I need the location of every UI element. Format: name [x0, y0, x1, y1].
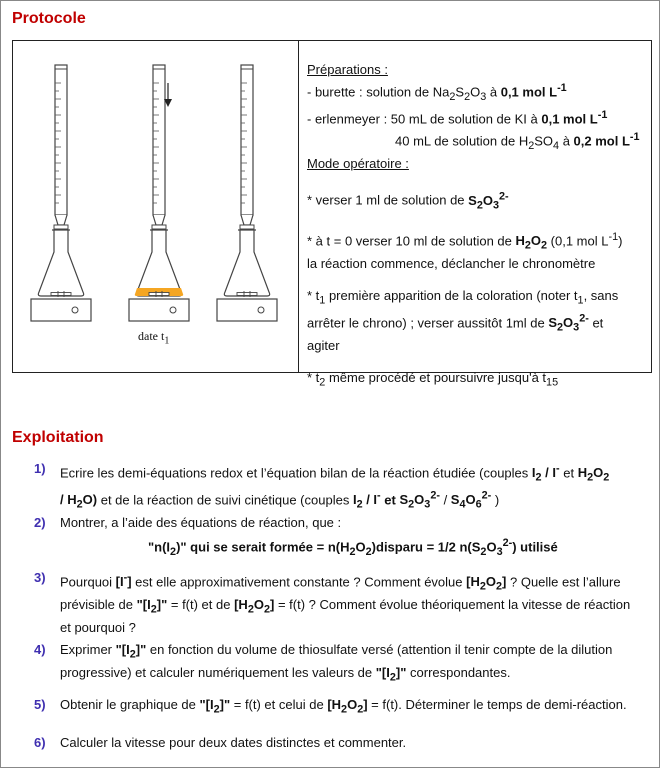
q6-line-1: Calculer la vitesse pour deux dates distinctes et commenter. [60, 735, 407, 750]
exploitation-title: Exploitation [12, 429, 104, 446]
step-3-line-3: agiter [307, 337, 340, 353]
flask-1 [38, 230, 83, 296]
mode-title: Mode opératoire : [307, 156, 409, 172]
preparations-title: Préparations : [307, 62, 388, 77]
flask-3 [224, 230, 269, 296]
apparatus-illustration [13, 41, 298, 372]
q2-line-1: Montrer, a l’aide des équations de réaction, que : [60, 515, 342, 530]
step-4: * $t_2$ même procédé et poursuivre jusqu'à $t_{15}$ [307, 369, 559, 389]
step-2-line-2: la réaction commence, déclancher le chronomètre [307, 256, 596, 272]
question-1: 1) Ecrire les demi-équations redox et l’équation bilan de la réaction étudiée (couples $I_2 / I^-$ et $H_2O_2$ / $H_2O$) et de la réaction de suivi cinétique (couples $I_2 / I^-$ et $S_2O_3^{2-} / S_4O_6^{2-}$ ) [34, 460, 652, 514]
question-5: 5) Obtenir le graphique de "$[I_2]$" = f(t) et celui de $[H_2O_2] = f(t)$. Déterminer le temps de demi-réaction. [34, 696, 652, 719]
q1-line-1: Ecrire les demi-équations redox et l’équation bilan de la réaction étudiée (couples $I_2 / I^-$ et $H_2O_2$ [60, 463, 610, 484]
question-2: 2) Montrer, a l’aide des équations de réaction, que : "$n(I_2)$" qui se serait formée = $n(H_2O_2)disparu = 1/2$ $n(S_2O_3^{2-})$ utilisé [34, 514, 652, 561]
stirrer-base-2 [129, 299, 189, 321]
q3-line-2: prévisible de "$[I_2]$" = f(t) et de $[H_2O_2] = f(t)$ ? Comment évolue théoriquement la vitesse de réaction [60, 596, 631, 616]
q2-equation: "$n(I_2)$" qui se serait formée = $n(H_2O_2)disparu = 1/2$ $n(S_2O_3^{2-})$ utilisé [148, 537, 558, 558]
step-1: * verser 1 ml de solution de $S_2O_3^{2-}$ [307, 190, 509, 212]
question-4: 4) Exprimer "$[I_2]$" en fonction du volume de thiosulfate versé (attention il tenir compte de la dilution progressive) et calculer numériquement les valeurs de "$[I_2]$" correspondantes. [34, 641, 652, 686]
stirrer-base-3 [217, 299, 277, 321]
burette-2 [152, 65, 166, 243]
burette-1 [54, 65, 68, 243]
flask-2 [136, 230, 181, 296]
q1-line-2: / $H_2O$) et de la réaction de suivi cinétique (couples $I_2 / I^-$ et $S_2O_3^{2-} / S_4O_6^{2-}$ ) [60, 489, 500, 511]
step-3: * $t_1$ première apparition de la coloration (noter $t_1$, sans [307, 288, 619, 307]
step-3-line-2: arrêter le chrono) ; verser aussitôt 1ml de $S_2O_3^{2-}$ et [307, 312, 604, 334]
protocol-title: Protocole [12, 10, 86, 27]
protocol-steps [307, 61, 647, 391]
q3-line-3: et pourquoi ? [60, 619, 136, 635]
q4-line-1: Exprimer "$[I_2]$" en fonction du volume de thiosulfate versé (attention il tenir compte de la dilution [60, 642, 613, 661]
q3-line-1: Pourquoi [I-] est elle approximativement constante ? Comment évolue $[H_2O_2]$ ? Quelle est l’allure [60, 572, 621, 593]
q5-line-1: Obtenir le graphique de "$[I_2]$" = f(t) et celui de $[H_2O_2] = f(t)$. Déterminer le temps de demi-réaction. [60, 697, 627, 716]
date-label: date $t_1$ [138, 329, 170, 347]
burette-line: - burette : solution de $Na_2S_2O_3$ à 0,1 mol $L^{-1}$ [307, 82, 567, 103]
protocol-divider [298, 41, 299, 372]
erlenmeyer-line-2: 40 mL de solution de $H_2SO_4$ à 0,2 mol $L^{-1}$ [395, 131, 640, 153]
burette-3 [240, 65, 254, 243]
question-3: 3) Pourquoi [I-] est elle approximativement constante ? Comment évolue $[H_2O_2]$ ? Quelle est l’allure prévisible de "$[I_2]$" = f(t) et de $[H_2O_2] = f(t)$ ? Comment évolue théoriquement la vitesse de réaction et pourquoi ? [34, 569, 652, 637]
stirrer-base-1 [31, 299, 91, 321]
question-6: 6) Calculer la vitesse pour deux dates distinctes et commenter. [34, 734, 652, 752]
step-2: * à t = 0 verser 10 ml de solution de $H_2O_2$ (0,1 mol $L^{-1}$) [307, 231, 623, 253]
erlenmeyer-line: - erlenmeyer : 50 mL de solution de KI à 0,1 mol $L^{-1}$ [307, 108, 608, 127]
q4-line-2: progressive) et calculer numériquement les valeurs de "$[I_2]$" correspondantes. [60, 664, 511, 684]
protocol-box [12, 40, 652, 389]
